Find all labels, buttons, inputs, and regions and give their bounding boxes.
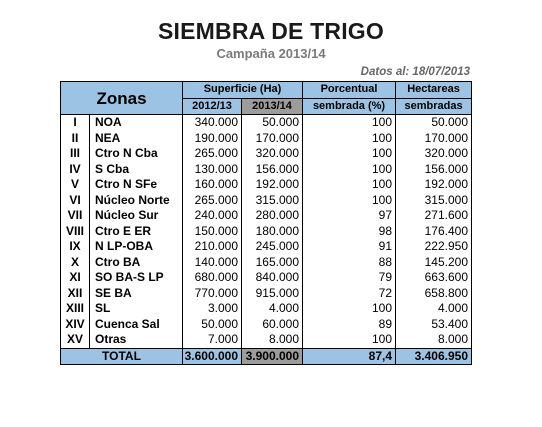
superficie-2012-13: 340.000 bbox=[183, 115, 242, 131]
hectareas-sembradas: 222.950 bbox=[396, 239, 472, 255]
zone-number: V bbox=[61, 177, 90, 193]
total-pct: 87,4 bbox=[303, 348, 396, 365]
total-row bbox=[61, 348, 472, 365]
hectareas-sembradas: 170.000 bbox=[396, 131, 472, 147]
table-row bbox=[61, 224, 472, 240]
zone-number: XI bbox=[61, 270, 90, 286]
superficie-2012-13: 680.000 bbox=[183, 270, 242, 286]
hectareas-sembradas: 156.000 bbox=[396, 162, 472, 178]
zone-name: Núcleo Sur bbox=[95, 208, 159, 223]
table-row bbox=[61, 177, 472, 193]
superficie-2012-13: 7.000 bbox=[183, 332, 242, 348]
table-row bbox=[61, 162, 472, 178]
table-row bbox=[61, 332, 472, 348]
zone-number: XII bbox=[61, 286, 90, 302]
porcentual-sembrada: 100 bbox=[303, 301, 396, 317]
zone-number: VII bbox=[61, 208, 90, 224]
table-row bbox=[61, 255, 472, 271]
porcentual-sembrada: 100 bbox=[303, 115, 396, 131]
hectareas-sembradas: 50.000 bbox=[396, 115, 472, 131]
zone-number: IX bbox=[61, 239, 90, 255]
hectareas-sembradas: 271.600 bbox=[396, 208, 472, 224]
superficie-2013-14: 156.000 bbox=[242, 162, 303, 178]
porcentual-sembrada: 100 bbox=[303, 177, 396, 193]
zone-name: NEA bbox=[95, 130, 121, 145]
porcentual-sembrada: 91 bbox=[303, 239, 396, 255]
superficie-2013-14: 8.000 bbox=[242, 332, 303, 348]
zone-name: Ctro N SFe bbox=[95, 177, 158, 192]
hectareas-sembradas: 663.600 bbox=[396, 270, 472, 286]
zone-number: XIII bbox=[61, 301, 90, 317]
header-hectareas: Hectareas bbox=[396, 82, 472, 99]
table-row bbox=[61, 239, 472, 255]
superficie-2012-13: 265.000 bbox=[183, 193, 242, 209]
header-superficie: Superficie (Ha) bbox=[183, 82, 303, 99]
table-row bbox=[61, 115, 472, 131]
table-row bbox=[61, 286, 472, 302]
table-row bbox=[61, 317, 472, 333]
total-2012-13: 3.600.000 bbox=[183, 348, 242, 365]
zone-name: S Cba bbox=[95, 161, 130, 176]
porcentual-sembrada: 72 bbox=[303, 286, 396, 302]
superficie-2012-13: 265.000 bbox=[183, 146, 242, 162]
total-2013-14: 3.900.000 bbox=[242, 348, 303, 365]
zone-name: N LP-OBA bbox=[95, 239, 153, 254]
zone-number: IV bbox=[61, 162, 90, 178]
superficie-2013-14: 165.000 bbox=[242, 255, 303, 271]
porcentual-sembrada: 100 bbox=[303, 162, 396, 178]
hectareas-sembradas: 658.800 bbox=[396, 286, 472, 302]
porcentual-sembrada: 100 bbox=[303, 146, 396, 162]
table-row bbox=[61, 193, 472, 209]
superficie-2012-13: 150.000 bbox=[183, 224, 242, 240]
zone-name: Otras bbox=[90, 332, 183, 348]
superficie-2013-14: 192.000 bbox=[242, 177, 303, 193]
zone-name: NOA bbox=[95, 115, 122, 130]
superficie-2013-14: 915.000 bbox=[242, 286, 303, 302]
hectareas-sembradas: 320.000 bbox=[396, 146, 472, 162]
hectareas-sembradas: 4.000 bbox=[396, 301, 472, 317]
zone-number: XV bbox=[61, 332, 90, 348]
total-label: TOTAL bbox=[61, 348, 183, 365]
zone-number: III bbox=[61, 146, 90, 162]
header-porcentual: Porcentual bbox=[303, 82, 396, 99]
total-hectareas: 3.406.950 bbox=[396, 348, 472, 365]
data-date: Datos al: 18/07/2013 bbox=[360, 66, 470, 78]
table-row bbox=[61, 208, 472, 224]
zone-number: X bbox=[61, 255, 90, 271]
porcentual-sembrada: 97 bbox=[303, 208, 396, 224]
table-row bbox=[61, 301, 472, 317]
table-row bbox=[61, 146, 472, 162]
wheat-sowing-table bbox=[60, 81, 472, 365]
zone-name: Cuenca Sal bbox=[95, 316, 160, 331]
zone-name: Ctro E ER bbox=[95, 223, 152, 238]
superficie-2012-13: 240.000 bbox=[183, 208, 242, 224]
superficie-2013-14: 170.000 bbox=[242, 131, 303, 147]
header-2013-14: 2013/14 bbox=[242, 98, 303, 115]
superficie-2013-14: 315.000 bbox=[242, 193, 303, 209]
porcentual-sembrada: 100 bbox=[303, 131, 396, 147]
table-body bbox=[61, 115, 472, 349]
superficie-2013-14: 320.000 bbox=[242, 146, 303, 162]
header-2012-13: 2012/13 bbox=[183, 98, 242, 115]
superficie-2012-13: 190.000 bbox=[183, 131, 242, 147]
zone-name: SE BA bbox=[95, 285, 132, 300]
porcentual-sembrada: 100 bbox=[303, 332, 396, 348]
zone-name: Núcleo Norte bbox=[95, 192, 170, 207]
zone-number: XIV bbox=[61, 317, 90, 333]
hectareas-sembradas: 315.000 bbox=[396, 193, 472, 209]
header-sembradas: sembradas bbox=[396, 98, 472, 115]
hectareas-sembradas: 145.200 bbox=[396, 255, 472, 271]
table-row bbox=[61, 270, 472, 286]
zone-name: SO BA-S LP bbox=[95, 270, 164, 285]
superficie-2012-13: 160.000 bbox=[183, 177, 242, 193]
porcentual-sembrada: 89 bbox=[303, 317, 396, 333]
superficie-2012-13: 130.000 bbox=[183, 162, 242, 178]
zone-name: Ctro BA bbox=[95, 254, 141, 269]
superficie-2012-13: 770.000 bbox=[183, 286, 242, 302]
superficie-2013-14: 50.000 bbox=[242, 115, 303, 131]
zone-number: II bbox=[61, 131, 90, 147]
page-subtitle: Campaña 2013/14 bbox=[216, 46, 326, 61]
porcentual-sembrada: 88 bbox=[303, 255, 396, 271]
superficie-2013-14: 280.000 bbox=[242, 208, 303, 224]
superficie-2012-13: 210.000 bbox=[183, 239, 242, 255]
superficie-2013-14: 840.000 bbox=[242, 270, 303, 286]
superficie-2013-14: 4.000 bbox=[242, 301, 303, 317]
superficie-2012-13: 3.000 bbox=[183, 301, 242, 317]
zone-number: VIII bbox=[61, 224, 90, 240]
porcentual-sembrada: 79 bbox=[303, 270, 396, 286]
hectareas-sembradas: 53.400 bbox=[396, 317, 472, 333]
page-title: SIEMBRA DE TRIGO bbox=[158, 18, 384, 44]
zone-name: SL bbox=[95, 301, 111, 316]
zone-name: Ctro N Cba bbox=[95, 146, 158, 161]
zone-number: VI bbox=[61, 193, 90, 209]
superficie-2012-13: 140.000 bbox=[183, 255, 242, 271]
porcentual-sembrada: 100 bbox=[303, 193, 396, 209]
hectareas-sembradas: 192.000 bbox=[396, 177, 472, 193]
header-zonas: Zonas bbox=[61, 82, 183, 115]
hectareas-sembradas: 176.400 bbox=[396, 224, 472, 240]
porcentual-sembrada: 98 bbox=[303, 224, 396, 240]
superficie-2013-14: 60.000 bbox=[242, 317, 303, 333]
superficie-2012-13: 50.000 bbox=[183, 317, 242, 333]
hectareas-sembradas: 8.000 bbox=[396, 332, 472, 348]
header-sembrada-pct: sembrada (%) bbox=[303, 98, 396, 115]
table-row bbox=[61, 131, 472, 147]
superficie-2013-14: 180.000 bbox=[242, 224, 303, 240]
superficie-2013-14: 245.000 bbox=[242, 239, 303, 255]
zone-number: I bbox=[61, 115, 90, 131]
